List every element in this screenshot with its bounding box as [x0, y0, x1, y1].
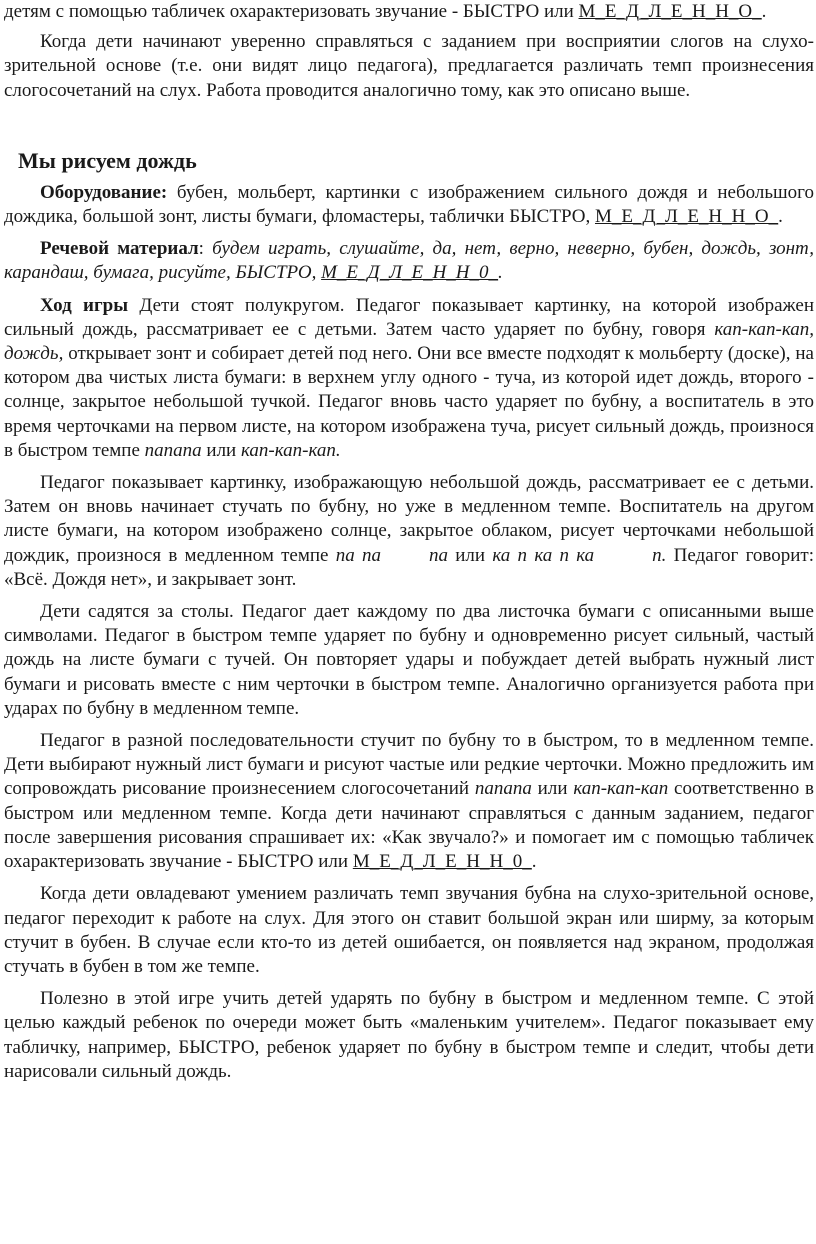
paragraph-text: Дети стоят полукругом. Педагог показывает картинку, на которой изображен сильный дождь, рассматривает ее с детьми. Затем часто ударяет по бубну, говоря: [4, 294, 815, 340]
paragraph-game-course: [4, 294, 814, 463]
paragraph-equipment: [4, 181, 814, 229]
equipment-text: бубен, мольберт, картинки с изображением сильного дождя и небольшого дождика, большой зонт, листы бумаги, фломастеры, таблички БЫСТРО,: [4, 181, 814, 228]
punctuation: .: [498, 262, 503, 284]
punctuation: :: [198, 238, 213, 260]
paragraph-hearing: Когда дети овладевают умением различать темп звучания бубна на слухо-зрительной основе, педагог переходит к работе на слух. Для этого он ставит большой экран или ширму, за которым стучит в бубен. В случае если кто-то из детей ошибается, он появляется над экраном, продолжая стучать в бубен в том же темпе.: [4, 883, 814, 977]
emphasis-text: п.: [652, 544, 667, 566]
emphasis-text: па па: [335, 544, 381, 566]
emphasis-text: ка п ка: [534, 544, 595, 566]
paragraph-text: или: [201, 439, 241, 461]
paragraph-text: детям с помощью табличек охарактеризовать звучание - БЫСТРО или: [4, 1, 574, 22]
game-course-label: Ход игры: [40, 294, 129, 316]
paragraph-intro: Когда дети начинают уверенно справляться с заданием при восприятии слогов на слухо-зрительной основе (т.е. они видят лицо педагога), предлагается различать темп произнесения слогосочетаний на слух. Работа проводится аналогично тому, как это описано выше.: [4, 31, 814, 101]
slow-label: М_Е_Д_Л_Е_Н_Н_0_: [321, 262, 499, 284]
speech-material-label: Речевой материал: [40, 238, 199, 260]
emphasis-text: кап-кап-кап: [573, 778, 669, 800]
punctuation: .: [778, 206, 783, 228]
emphasis-text: ка п: [492, 544, 528, 566]
emphasis-text: папапа: [474, 778, 532, 800]
slow-label: М_Е_Д_Л_Е_Н_Н_0_: [352, 851, 532, 873]
paragraph-speech-material: [4, 237, 814, 285]
paragraph-text: Педагог в разной последовательности стучит по бубну то в быстром, то в медленном темпе. Дети выбирают нужный лист бумаги и рисуют частые или редкие черточки. Можно предложить им сопровождать рисование произнесением слогосочетаний: [4, 730, 814, 800]
paragraph-text: соответственно в быстром или медленном темпе. Когда дети начинают справляться с данным заданием, педагог после завершения рисования спрашивает их: «Как звучало?» и помогает им с помощью табличек охарактеризовать звучание - БЫСТРО или: [4, 778, 814, 873]
emphasis-text: па: [429, 544, 448, 566]
punctuation: .: [761, 1, 767, 22]
paragraph-tables: Дети садятся за столы. Педагог дает каждому по два листочка бумаги с описанными выше символами. Педагог в быстром темпе ударяет по бубну и одновременно рисует сильный, частый дождь на листе бумаги с тучей. Он повторяет удары и побуждает детей выбрать нужный лист бумаги и рисовать вместе с ним черточки в быстром темпе. Аналогично организуется работа при ударах по бубну в медленном темпе.: [4, 601, 814, 719]
paragraph-little-teacher: Полезно в этой игре учить детей ударять по бубну в быстром и медленном темпе. С этой целью каждый ребенок по очереди может быть «маленьким учителем». Педагог показывает ему табличку, например, БЫСТРО, ребенок ударяет по бубну в быстром темпе и следит, чтобы дети нарисовали сильный дождь.: [4, 988, 814, 1082]
punctuation: .: [531, 851, 537, 873]
paragraph-small-rain: [4, 471, 814, 592]
paragraph-text: Педагог говорит: «Всё. Дождя нет», и закрывает зонт.: [4, 544, 814, 590]
speech-material-text: будем играть, слушайте, да, нет, верно, неверно, бубен, дождь, зонт, карандаш, бумага, рисуйте, БЫСТРО,: [4, 238, 814, 284]
section-heading: Мы рисуем дождь: [18, 147, 197, 173]
paragraph-text: или: [448, 544, 493, 566]
slow-label: М_Е_Д_Л_Е_Н_Н_О_: [594, 206, 779, 228]
emphasis-text: папапа: [144, 439, 202, 461]
paragraph-text: открывает зонт и собирает детей под него. Они все вместе подходят к мольберту (доске), на котором два чистых листа бумаги: в верхнем углу одного - туча, из которой идет дождь, второго - солнце, закрытое небольшой тучкой. Педагог вновь часто ударяет по бубну, а воспитатель в это время черточками на первом листе, на котором изображена туча, рисует сильный дождь, произнося в быстром темпе: [4, 343, 814, 461]
emphasis-text: кап-кап-кап.: [240, 439, 341, 461]
emphasis-text: кап-кап-кап, дождь,: [4, 318, 814, 365]
paragraph-continuation: [4, 0, 814, 24]
equipment-label: Оборудование:: [40, 181, 168, 203]
paragraph-text: или: [531, 778, 574, 800]
slow-label: М_Е_Д_Л_Е_Н_Н_О_: [578, 1, 762, 22]
paragraph-text: Педагог показывает картинку, изображающую небольшой дождь, рассматривает ее с детьми. Затем он вновь начинает стучать по бубну, но уже в медленном темпе. Воспитатель на другом листе бумаги, на котором изображено солнце, закрытое облаком, рисует черточками небольшой дождик, произнося в медленном темпе: [4, 472, 814, 566]
paragraph-sequence: [4, 729, 814, 874]
